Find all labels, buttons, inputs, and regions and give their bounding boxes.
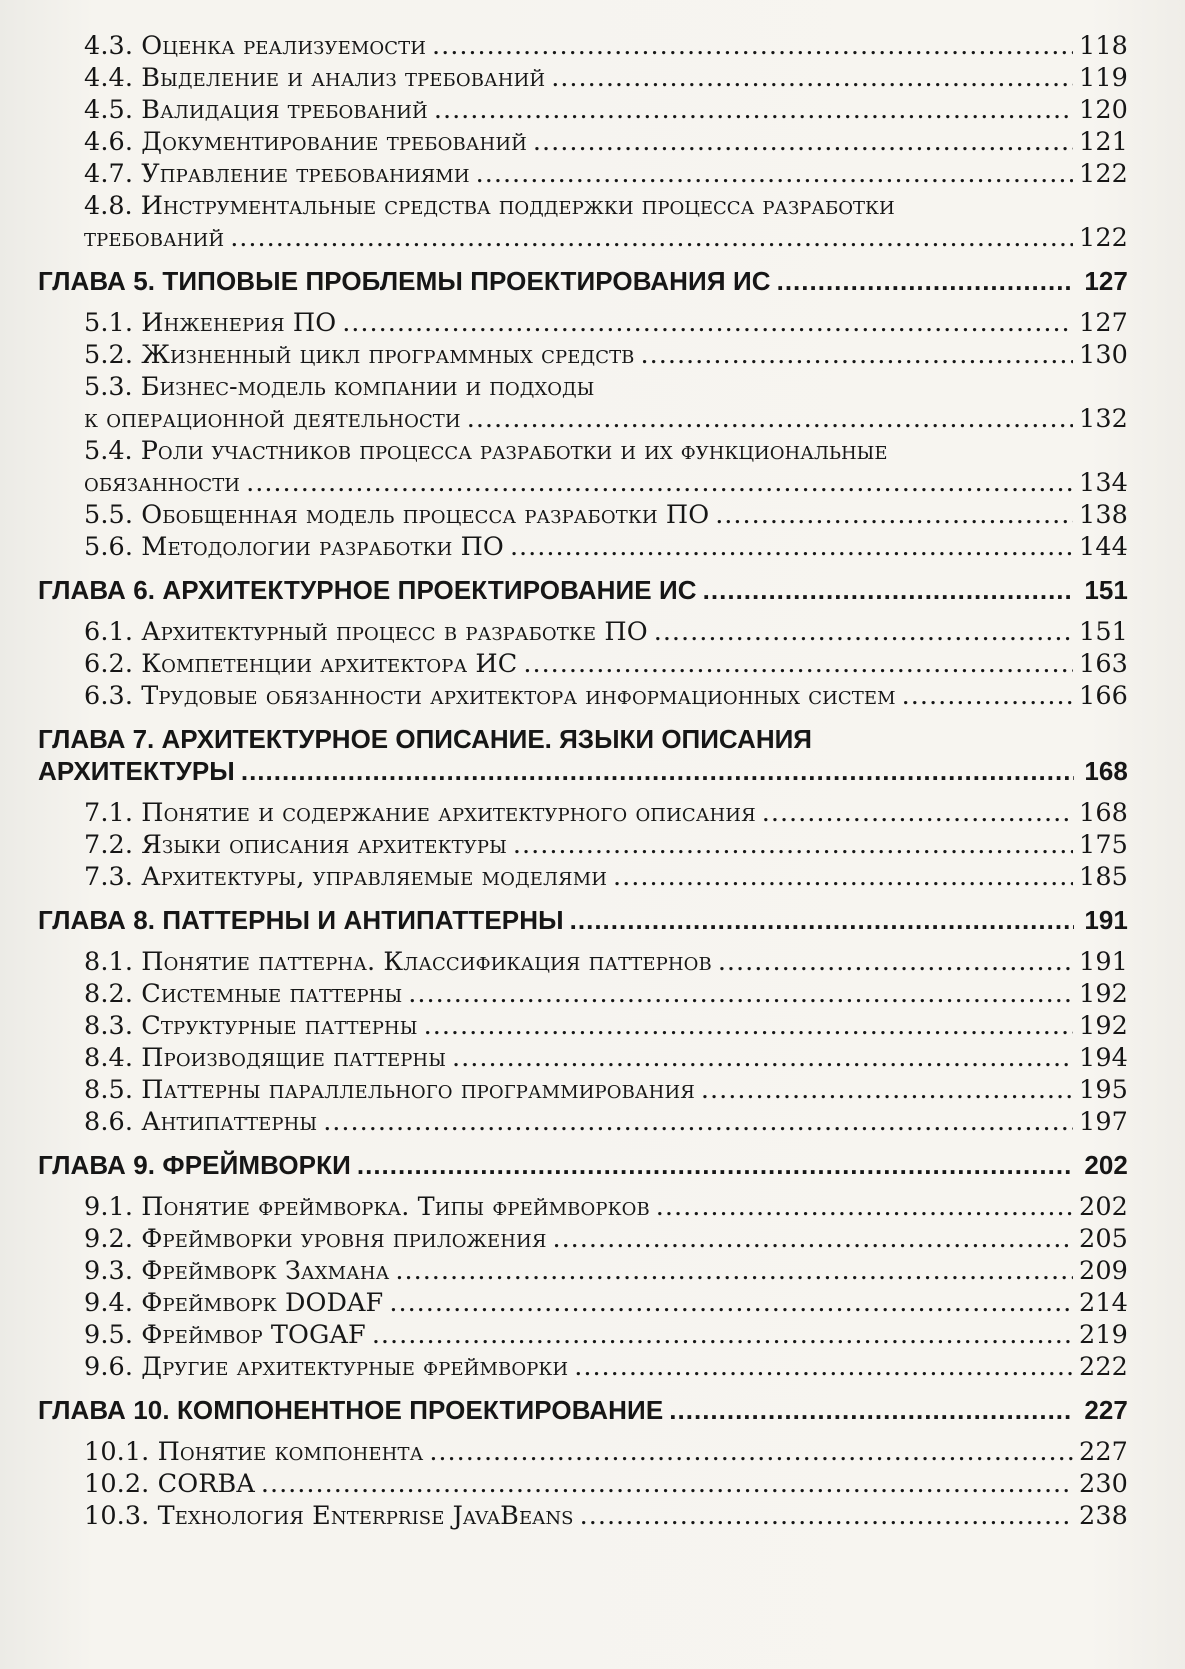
page-number: 138	[1079, 500, 1128, 530]
dot-leader	[580, 1500, 1073, 1532]
toc-entry	[38, 1255, 1128, 1287]
entry-title: 10.2. CORBA	[84, 1469, 255, 1499]
dot-leader	[513, 829, 1073, 861]
dot-leader	[762, 797, 1073, 829]
entry-title: 5.5. Обобщенная модель процесса разработки ПО	[84, 500, 710, 530]
entry-title: 4.5. Валидация требований	[84, 95, 428, 125]
page-number: 202	[1084, 1150, 1128, 1180]
page-number: 185	[1079, 862, 1128, 892]
entry-title: 5.1. Инженерия ПО	[84, 308, 337, 338]
page-number: 214	[1079, 1288, 1128, 1318]
dot-leader	[467, 403, 1073, 435]
toc-entry-line1: 5.3. Бизнес-модель компании и подходы	[84, 372, 595, 402]
entry-title: 4.3. Оценка реализуемости	[84, 31, 426, 61]
entry-title: 10.3. Технология Enterprise JavaBeans	[84, 1501, 574, 1531]
page-number: 121	[1079, 127, 1128, 157]
page-number: 209	[1079, 1256, 1128, 1286]
dot-leader	[533, 126, 1073, 158]
page-number: 192	[1079, 979, 1128, 1009]
dot-leader	[523, 648, 1073, 680]
page-number: 122	[1079, 159, 1128, 189]
entry-title: 10.1. Понятие компонента	[84, 1437, 424, 1467]
dot-leader	[408, 978, 1073, 1010]
entry-title: 4.6. Документирование требований	[84, 127, 527, 157]
toc-entry	[38, 1287, 1128, 1319]
toc-entry	[38, 531, 1128, 563]
dot-leader	[669, 1394, 1074, 1426]
toc-entry	[38, 158, 1128, 190]
page-number: 122	[1079, 223, 1128, 253]
dot-leader	[432, 30, 1073, 62]
chapter-heading	[38, 1149, 1128, 1181]
toc-entry	[38, 797, 1128, 829]
entry-title: 5.2. Жизненный цикл программных средств	[84, 340, 635, 370]
dot-leader	[510, 531, 1073, 563]
entry-title: 6.1. Архитектурный процесс в разработке ПО	[84, 617, 648, 647]
page-number: 119	[1079, 63, 1128, 93]
dot-leader	[372, 1319, 1073, 1351]
page-number: 118	[1079, 31, 1128, 61]
dot-leader	[613, 861, 1073, 893]
chapter-heading	[38, 574, 1128, 606]
toc-entry	[38, 403, 1128, 435]
toc-entry	[38, 307, 1128, 339]
dot-leader	[357, 1149, 1074, 1181]
dot-leader	[261, 1468, 1073, 1500]
entry-title: 9.5. Фреймвор TOGAF	[84, 1320, 366, 1350]
toc-entry	[38, 62, 1128, 94]
dot-leader	[395, 1255, 1073, 1287]
dot-leader	[701, 1074, 1073, 1106]
toc-entry	[38, 648, 1128, 680]
dot-leader	[429, 1436, 1073, 1468]
toc-entry	[38, 1074, 1128, 1106]
dot-leader	[715, 499, 1073, 531]
dot-leader	[476, 158, 1073, 190]
toc-entry	[38, 829, 1128, 861]
chapter-title: ГЛАВА 6. АРХИТЕКТУРНОЕ ПРОЕКТИРОВАНИЕ ИС	[38, 575, 697, 605]
toc-entry	[38, 1191, 1128, 1223]
toc-entry	[38, 30, 1128, 62]
entry-title: 9.2. Фреймворки уровня приложения	[84, 1224, 547, 1254]
dot-leader	[902, 680, 1073, 712]
entry-title: 6.2. Компетенции архитектора ИС	[84, 649, 518, 679]
entry-title: обязанности	[84, 468, 241, 498]
toc-entry	[38, 946, 1128, 978]
chapter-heading-line1: ГЛАВА 7. АРХИТЕКТУРНОЕ ОПИСАНИЕ. ЯЗЫКИ ОПИСАНИЯ	[38, 724, 812, 754]
toc-entry	[38, 680, 1128, 712]
chapter-heading	[38, 904, 1128, 936]
toc-entry	[38, 1106, 1128, 1138]
chapter-title: ГЛАВА 10. КОМПОНЕНТНОЕ ПРОЕКТИРОВАНИЕ	[38, 1395, 664, 1425]
dot-leader	[246, 467, 1073, 499]
toc-entry	[38, 467, 1128, 499]
dot-leader	[777, 265, 1074, 297]
dot-leader	[424, 1010, 1073, 1042]
page-number: 151	[1079, 617, 1128, 647]
dot-leader	[323, 1106, 1073, 1138]
table-of-contents	[38, 30, 1128, 1532]
page-number: 144	[1079, 532, 1128, 562]
chapter-title: ГЛАВА 5. ТИПОВЫЕ ПРОБЛЕМЫ ПРОЕКТИРОВАНИЯ ИС	[38, 266, 771, 296]
page-number: 202	[1079, 1192, 1128, 1222]
entry-title: 4.4. Выделение и анализ требований	[84, 63, 546, 93]
page-number: 192	[1079, 1011, 1128, 1041]
page-number: 163	[1079, 649, 1128, 679]
page-number: 222	[1079, 1352, 1128, 1382]
page-number: 134	[1079, 468, 1128, 498]
toc-entry	[38, 978, 1128, 1010]
page-number: 168	[1079, 798, 1128, 828]
chapter-title: АРХИТЕКТУРЫ	[38, 756, 235, 786]
toc-entry-line1: 4.8. Инструментальные средства поддержки процесса разработки	[84, 191, 895, 221]
chapter-heading	[38, 265, 1128, 297]
page-number: 197	[1079, 1107, 1128, 1137]
entry-title: 4.7. Управление требованиями	[84, 159, 470, 189]
dot-leader	[718, 946, 1073, 978]
chapter-title: ГЛАВА 9. ФРЕЙМВОРКИ	[38, 1150, 351, 1180]
toc-entry	[38, 1500, 1128, 1532]
toc-entry	[38, 1351, 1128, 1383]
toc-entry	[38, 1042, 1128, 1074]
entry-title: 9.6. Другие архитектурные фреймворки	[84, 1352, 569, 1382]
toc-entry	[38, 339, 1128, 371]
entry-title: 9.1. Понятие фреймворка. Типы фреймворков	[84, 1192, 650, 1222]
page-number: 195	[1079, 1075, 1128, 1105]
toc-entry	[38, 861, 1128, 893]
dot-leader	[452, 1042, 1073, 1074]
dot-leader	[654, 616, 1073, 648]
dot-leader	[551, 62, 1073, 94]
page-number: 194	[1079, 1043, 1128, 1073]
dot-leader	[241, 755, 1074, 787]
page-number: 227	[1084, 1395, 1128, 1425]
chapter-title: ГЛАВА 8. ПАТТЕРНЫ И АНТИПАТТЕРНЫ	[38, 905, 564, 935]
toc-entry	[38, 1436, 1128, 1468]
page-number: 219	[1079, 1320, 1128, 1350]
entry-title: 7.3. Архитектуры, управляемые моделями	[84, 862, 608, 892]
page-number: 230	[1079, 1469, 1128, 1499]
dot-leader	[656, 1191, 1073, 1223]
page-number: 130	[1079, 340, 1128, 370]
toc-entry	[38, 222, 1128, 254]
entry-title: 5.6. Методологии разработки ПО	[84, 532, 504, 562]
toc-entry	[38, 1223, 1128, 1255]
entry-title: 9.3. Фреймворк Захмана	[84, 1256, 390, 1286]
page-number: 191	[1084, 905, 1128, 935]
chapter-heading	[38, 755, 1128, 787]
entry-title: 8.6. Антипаттерны	[84, 1107, 318, 1137]
entry-title: 8.5. Паттерны параллельного программирования	[84, 1075, 695, 1105]
dot-leader	[570, 904, 1074, 936]
entry-title: требований	[84, 223, 225, 253]
toc-entry-line1: 5.4. Роли участников процесса разработки и их функциональные	[84, 436, 888, 466]
page-number: 132	[1079, 404, 1128, 434]
toc-entry	[38, 1010, 1128, 1042]
page-number: 175	[1079, 830, 1128, 860]
toc-entry	[38, 616, 1128, 648]
page-number: 127	[1084, 266, 1128, 296]
page-number: 120	[1079, 95, 1128, 125]
entry-title: 8.4. Производящие паттерны	[84, 1043, 447, 1073]
entry-title: 8.2. Системные паттерны	[84, 979, 403, 1009]
chapter-heading	[38, 1394, 1128, 1426]
dot-leader	[641, 339, 1074, 371]
page-number: 166	[1079, 681, 1128, 711]
page-number: 127	[1079, 308, 1128, 338]
entry-title: 6.3. Трудовые обязанности архитектора информационных систем	[84, 681, 896, 711]
dot-leader	[389, 1287, 1073, 1319]
page-number: 191	[1079, 947, 1128, 977]
entry-title: 9.4. Фреймворк DODAF	[84, 1288, 384, 1318]
page-number: 238	[1079, 1501, 1128, 1531]
entry-title: 7.2. Языки описания архитектуры	[84, 830, 507, 860]
dot-leader	[574, 1351, 1073, 1383]
dot-leader	[434, 94, 1073, 126]
entry-title: 8.3. Структурные паттерны	[84, 1011, 418, 1041]
toc-entry	[38, 1468, 1128, 1500]
dot-leader	[342, 307, 1073, 339]
page-number: 168	[1084, 756, 1128, 786]
toc-entry	[38, 1319, 1128, 1351]
toc-entry	[38, 94, 1128, 126]
toc-entry	[38, 499, 1128, 531]
dot-leader	[703, 574, 1074, 606]
dot-leader	[552, 1223, 1073, 1255]
entry-title: к операционной деятельности	[84, 404, 461, 434]
page-number: 227	[1079, 1437, 1128, 1467]
entry-title: 7.1. Понятие и содержание архитектурного описания	[84, 798, 756, 828]
page-number: 151	[1084, 575, 1128, 605]
toc-entry	[38, 126, 1128, 158]
page-number: 205	[1079, 1224, 1128, 1254]
dot-leader	[230, 222, 1073, 254]
entry-title: 8.1. Понятие паттерна. Классификация паттернов	[84, 947, 712, 977]
